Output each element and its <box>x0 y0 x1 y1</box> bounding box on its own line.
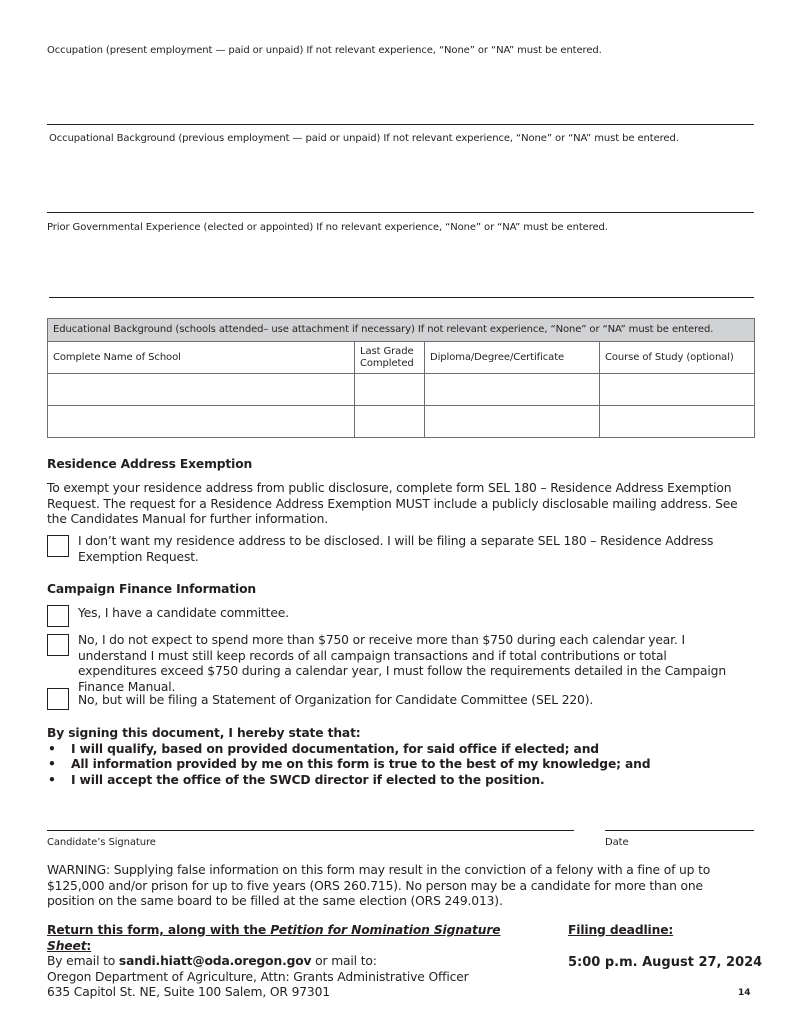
attestation-item: • I will accept the office of the SWCD director if elected to the position. <box>47 773 747 789</box>
course-of-study-cell[interactable] <box>600 374 755 406</box>
residence-text: To exempt your residence address from public disclosure, complete form SEL 180 – Residence Address Exemption Request. The request for a Residence Address Exemption MUST include a publicly disclosable mailing address. See the Candidates Manual for further information. <box>47 481 738 526</box>
school-name-cell[interactable] <box>48 406 355 438</box>
column-last-grade: Last Grade Completed <box>355 342 425 374</box>
deadline-value: 5:00 p.m. August 27, 2024 <box>568 955 763 970</box>
signature-label: Candidate’s Signature <box>47 837 156 848</box>
attestation-intro: By signing this document, I hereby state that: <box>47 726 361 740</box>
column-school-name: Complete Name of School <box>48 342 355 374</box>
table-row <box>48 406 755 438</box>
occupational-background-field-line[interactable] <box>47 212 754 213</box>
no-committee-checkbox[interactable] <box>47 634 69 656</box>
diploma-cell[interactable] <box>425 406 600 438</box>
occupational-background-label: Occupational Background (previous employment — paid or unpaid) If not relevant experience, “None” or “NA” must be entered. <box>49 133 679 144</box>
return-email-line: By email to sandi.hiatt@oda.oregon.gov or mail to: <box>47 954 377 968</box>
residence-exemption-checkbox[interactable] <box>47 535 69 557</box>
attestation-item: • All information provided by me on this form is true to the best of my knowledge; and <box>47 757 747 773</box>
committee-yes-label: Yes, I have a candidate committee. <box>78 606 289 620</box>
deadline-heading: Filing deadline: <box>568 923 674 937</box>
filing-sel220-label: No, but will be filing a Statement of Organization for Candidate Committee (SEL 220). <box>78 693 594 707</box>
occupation-label: Occupation (present employment — paid or unpaid) If not relevant experience, “None” or “NA” must be entered. <box>47 45 602 56</box>
diploma-cell[interactable] <box>425 374 600 406</box>
no-committee-label: No, I do not expect to spend more than $750 or receive more than $750 during each calendar year. I understand I must still keep records of all campaign transactions and if total contributions or total expenditures exceed $750 during a calendar year, I must follow the requirements detailed in the Campaign Finance Manual. <box>78 633 726 694</box>
filing-sel220-checkbox[interactable] <box>47 688 69 710</box>
occupation-field-line[interactable] <box>47 124 754 125</box>
school-name-cell[interactable] <box>48 374 355 406</box>
signature-line[interactable] <box>47 830 574 831</box>
education-table <box>47 318 755 438</box>
last-grade-cell[interactable] <box>355 374 425 406</box>
attestation <box>47 726 747 788</box>
education-header: Educational Background (schools attended– use attachment if necessary) If not relevant experience, “None” or “NA” must be entered. <box>48 319 755 342</box>
campaign-heading: Campaign Finance Information <box>47 582 257 596</box>
date-label: Date <box>605 837 629 848</box>
residence-exemption-label: I don’t want my residence address to be disclosed. I will be filing a separate SEL 180 – Residence Address Exemption Request. <box>78 534 714 564</box>
column-course-of-study: Course of Study (optional) <box>600 342 755 374</box>
last-grade-cell[interactable] <box>355 406 425 438</box>
prior-government-label: Prior Governmental Experience (elected or appointed) If no relevant experience, “None” or “NA” must be entered. <box>47 222 608 233</box>
column-diploma: Diploma/Degree/Certificate <box>425 342 600 374</box>
course-of-study-cell[interactable] <box>600 406 755 438</box>
page-number: 14 <box>738 988 751 998</box>
date-line[interactable] <box>605 830 754 831</box>
return-block <box>47 923 547 1001</box>
return-address-2: 635 Capitol St. NE, Suite 100 Salem, OR 97301 <box>47 985 330 999</box>
return-address-1: Oregon Department of Agriculture, Attn: Grants Administrative Officer <box>47 969 469 984</box>
prior-government-field-line[interactable] <box>49 297 754 298</box>
attestation-item: • I will qualify, based on provided documentation, for said office if elected; and <box>47 742 747 758</box>
committee-yes-checkbox[interactable] <box>47 605 69 627</box>
table-row <box>48 374 755 406</box>
email-link[interactable]: sandi.hiatt@oda.oregon.gov <box>118 954 312 968</box>
return-heading: Return this form, along with the Petition for Nomination Signature Sheet: <box>47 923 501 953</box>
warning-text: WARNING: Supplying false information on this form may result in the conviction of a felony with a fine of up to $125,000 and/or prison for up to five years (ORS 260.715). No person may be a candidate for more than one position on the same board to be filled at the same election (ORS 249.013). <box>47 863 711 908</box>
residence-heading: Residence Address Exemption <box>47 457 253 471</box>
